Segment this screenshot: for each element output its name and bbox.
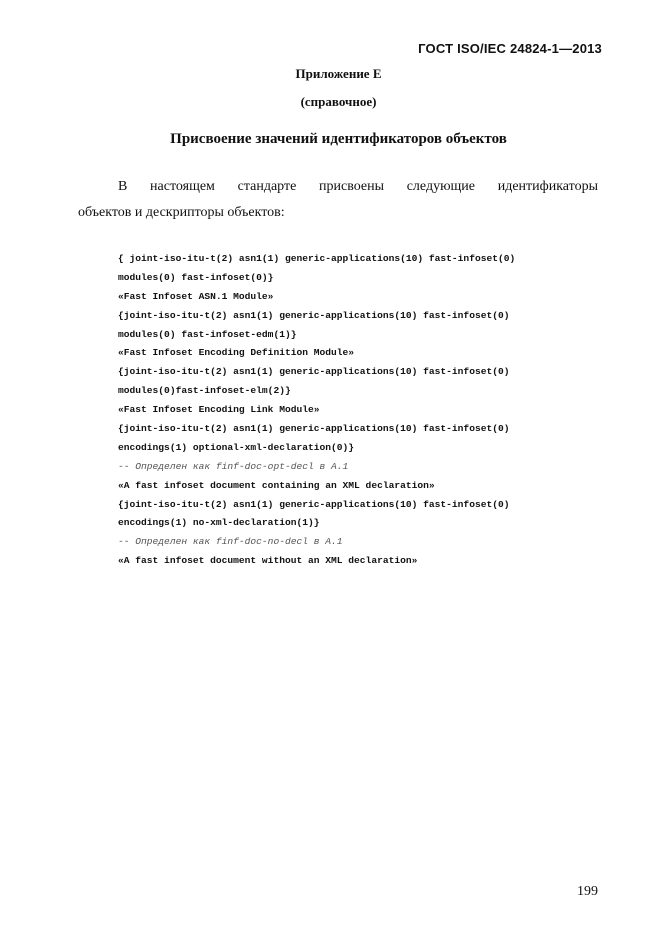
code-line: { joint-iso-itu-t(2) asn1(1) generic-applications(10) fast-infoset(0) xyxy=(118,253,516,264)
annex-title: Приложение Е xyxy=(295,66,382,81)
code-line: modules(0)fast-infoset-elm(2)} xyxy=(118,385,291,397)
section-title: Присвоение значений идентификаторов объектов xyxy=(170,131,507,147)
code-comment: -- Определен как finf-doc-no-decl в А.1 xyxy=(118,536,343,548)
code-line: {joint-iso-itu-t(2) asn1(1) generic-applications(10) fast-infoset(0) xyxy=(118,309,510,321)
intro-paragraph xyxy=(78,174,598,226)
object-identifier-listing xyxy=(118,250,515,571)
code-line: «Fast Infoset Encoding Definition Module» xyxy=(118,347,355,359)
code-comment: -- Определен как finf-doc-opt-decl в А.1 xyxy=(118,460,349,472)
code-line: «A fast infoset document without an XML declaration» xyxy=(118,555,418,567)
standard-header: ГОСТ ISO/IEC 24824-1—2013 xyxy=(418,41,602,56)
code-line: {joint-iso-itu-t(2) asn1(1) generic-applications(10) fast-infoset(0) xyxy=(118,366,510,378)
page-number: 199 xyxy=(577,884,598,899)
code-line: modules(0) fast-infoset-edm(1)} xyxy=(118,328,297,340)
code-line: encodings(1) no-xml-declaration(1)} xyxy=(118,517,320,529)
code-line: «Fast Infoset Encoding Link Module» xyxy=(118,404,320,416)
code-line: encodings(1) optional-xml-declaration(0)} xyxy=(118,441,355,453)
code-line: {joint-iso-itu-t(2) asn1(1) generic-applications(10) fast-infoset(0) xyxy=(118,498,510,510)
code-line: {joint-iso-itu-t(2) asn1(1) generic-applications(10) fast-infoset(0) xyxy=(118,423,510,435)
annex-type: (справочное) xyxy=(300,94,377,109)
code-line: «Fast Infoset ASN.1 Module» xyxy=(118,290,274,302)
code-line: «A fast infoset document containing an XML declaration» xyxy=(118,479,435,491)
code-line: modules(0) fast-infoset(0)} xyxy=(118,271,274,283)
intro-line-1: В настоящем стандарте присвоены следующие идентификаторы xyxy=(118,179,598,194)
intro-line-2: объектов и дескрипторы объектов: xyxy=(78,205,285,220)
